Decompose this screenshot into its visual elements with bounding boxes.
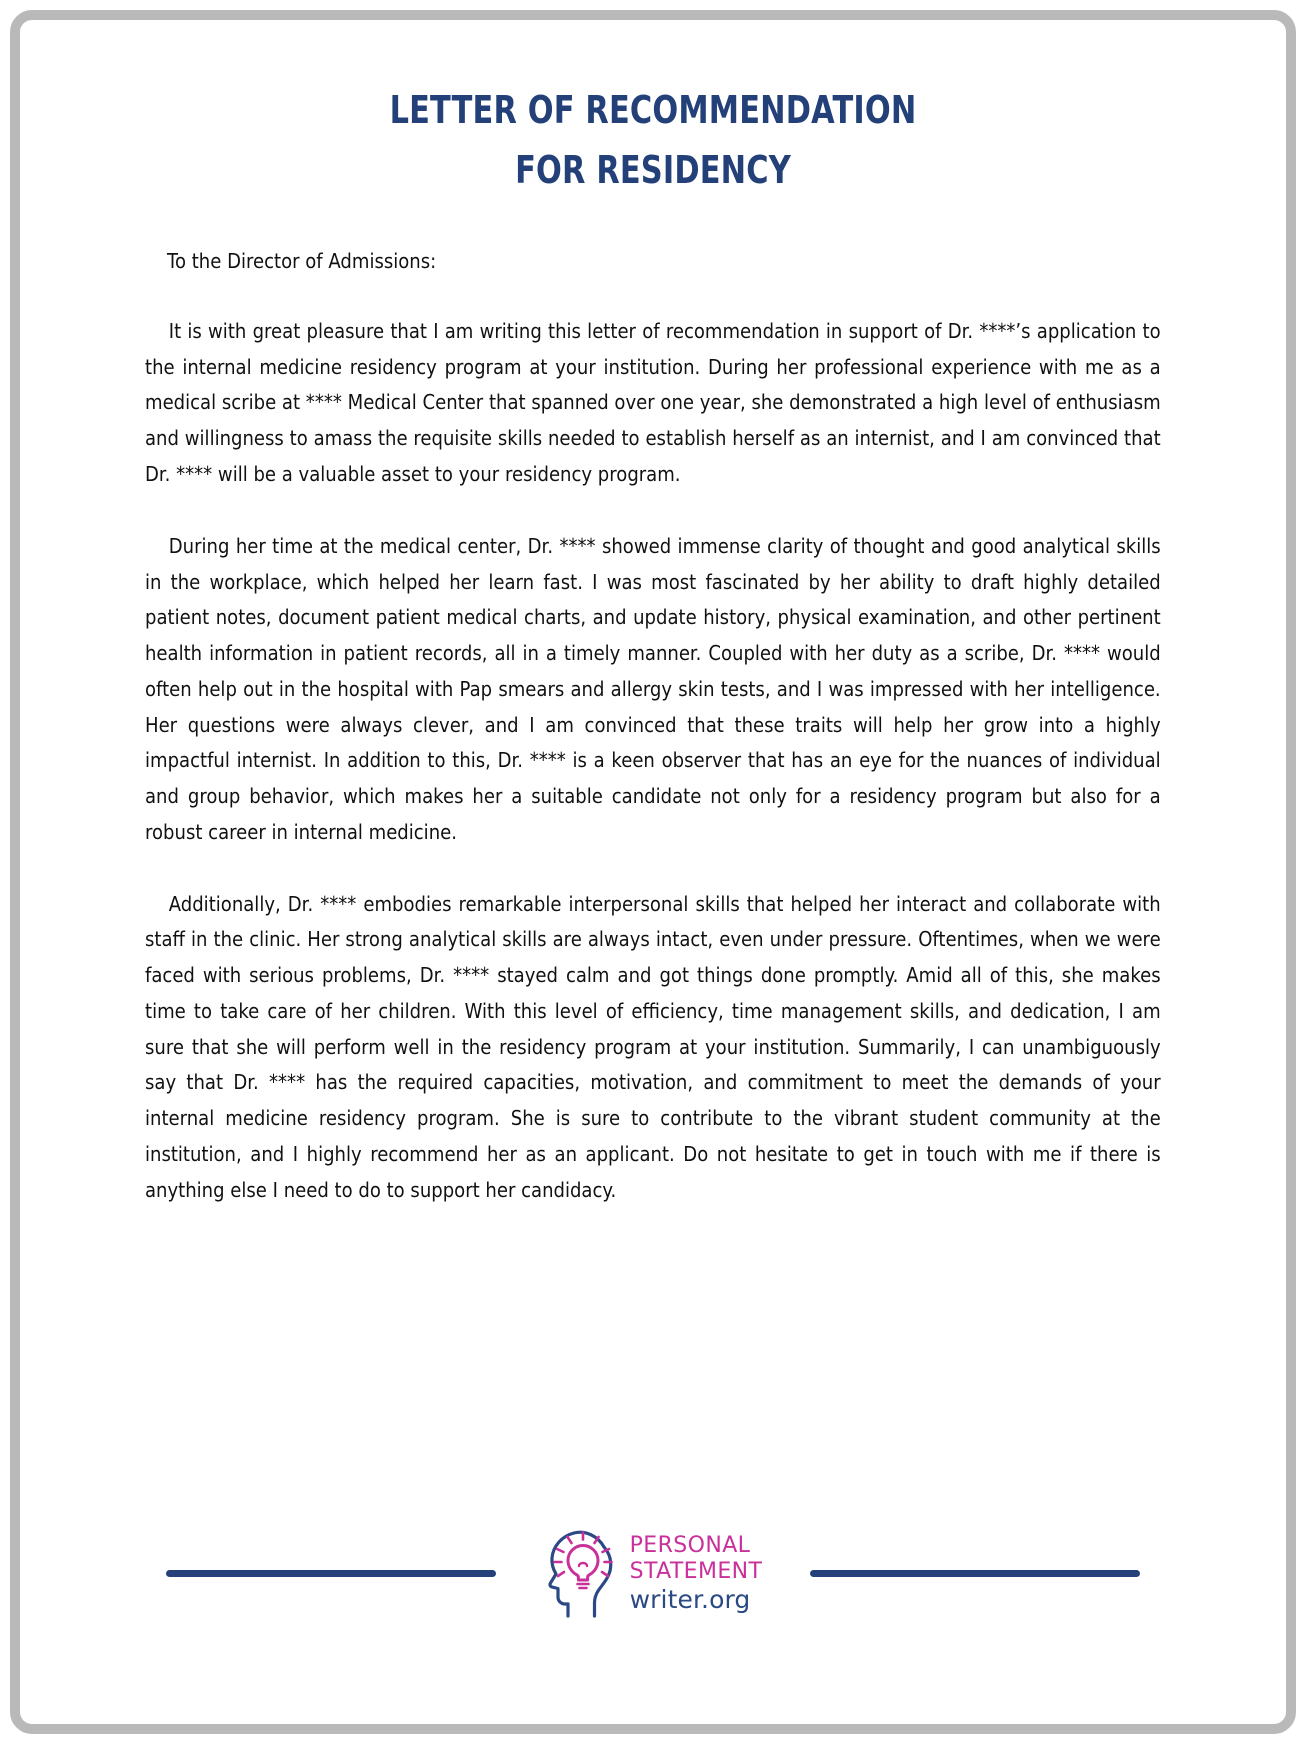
brand-line-writer-org: writer.org (629, 1584, 751, 1614)
paragraph-3: Additionally, Dr. **** embodies remarkable interpersonal skills that helped her interact and collaborate with staff in the clinic. Her strong analytical skills are always intact, even under pressure. Oftentimes, when we were faced with serious problems, Dr. **** stayed calm and got things done promptly. Amid all of this, she makes time to take care of her children. With this level of efficiency, time management skills, and dedication, I am sure that she will perform well in the residency program at your institution. Summarily, I can unambiguously say that Dr. **** has the required capacities, motivation, and commitment to meet the demands of your internal medicine residency program. She is sure to contribute to the vibrant student community at the institution, and I highly recommend her as an applicant. Do not hesitate to get in touch with me if there is anything else I need to do to support her candidacy. (145, 891, 1161, 1202)
brand-line-personal: PERSONAL (629, 1532, 751, 1558)
footer-divider-left (166, 1570, 496, 1577)
salutation: To the Director of Admissions: (167, 249, 437, 274)
document-page (10, 10, 1296, 1734)
footer-divider-right (810, 1570, 1140, 1577)
paragraph-2: During her time at the medical center, Dr. **** showed immense clarity of thought and good analytical skills in the workplace, which helped her learn fast. I was most fascinated by her ability to draft highly detailed patient notes, document patient medical charts, and update history, physical examination, and other pertinent health information in patient records, all in a timely manner. Coupled with her duty as a scribe, Dr. **** would often help out in the hospital with Pap smears and allergy skin tests, and I was impressed with her intelligence. Her questions were always clever, and I am convinced that these traits will help her grow into a highly impactful internist. In addition to this, Dr. **** is a keen observer that has an eye for the nuances of individual and group behavior, which makes her a suitable candidate not only for a residency program but also for a robust career in internal medicine. (145, 533, 1161, 844)
document-body (20, 20, 1286, 1724)
page-title-line-1: LETTER OF RECOMMENDATION (389, 88, 917, 132)
paragraph-1: It is with great pleasure that I am writing this letter of recommendation in support of Dr. ****’s application to the internal medicine residency program at your institution. During her professional experience with me as a medical scribe at **** Medical Center that spanned over one year, she demonstrated a high level of enthusiasm and willingness to amass the requisite skills needed to establish herself as an internist, and I am convinced that Dr. **** will be a valuable asset to your residency program. (145, 318, 1161, 486)
page-title (247, 80, 1060, 200)
brand-logo (544, 1527, 763, 1619)
brand-logo-text (629, 1532, 763, 1614)
page-title-line-2: FOR RESIDENCY (515, 148, 791, 193)
document-footer (20, 1518, 1286, 1628)
letter-content (145, 244, 1161, 1208)
brand-line-statement: STATEMENT (629, 1558, 763, 1584)
head-lightbulb-icon (544, 1527, 620, 1619)
